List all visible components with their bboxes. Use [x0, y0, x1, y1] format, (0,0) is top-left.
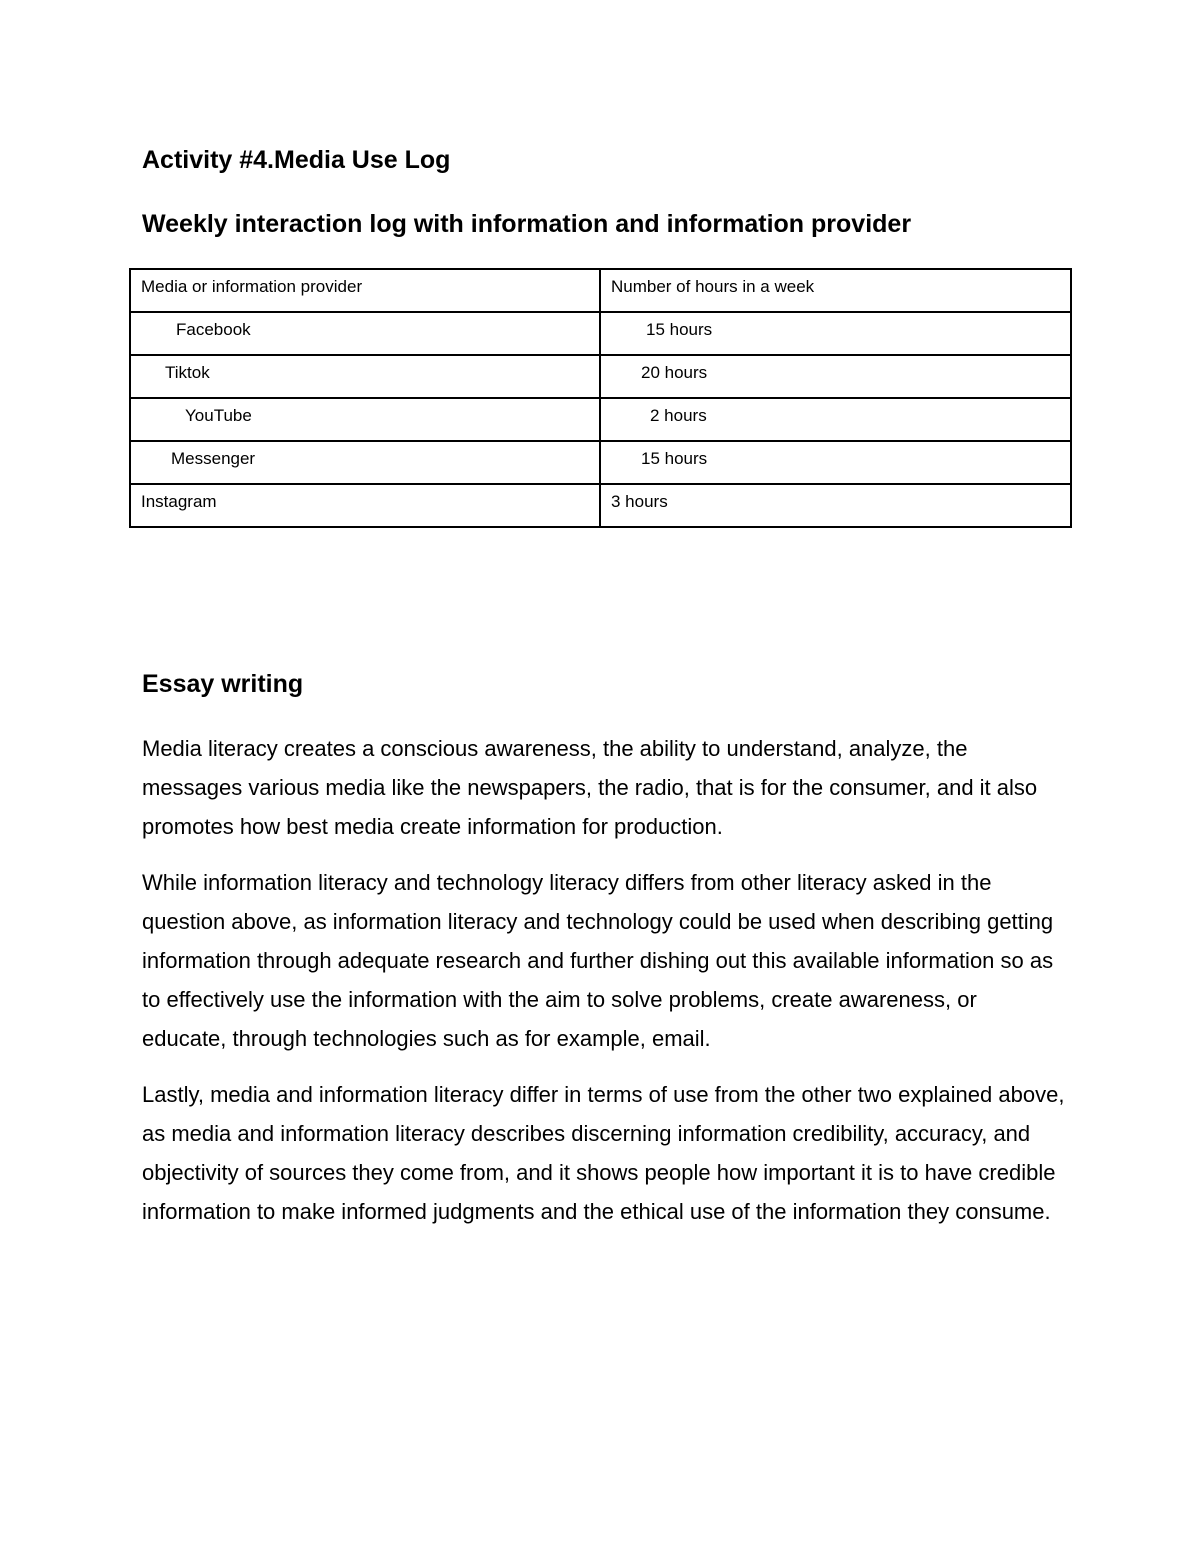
table-row [130, 312, 1071, 355]
page-title: Activity #4.Media Use Log [142, 146, 451, 174]
hours-value: 20 hours [641, 363, 708, 382]
provider-name: Facebook [176, 320, 251, 339]
page-subtitle: Weekly interaction log with information and information provider [142, 210, 912, 238]
header-hours: Number of hours in a week [600, 269, 1071, 312]
provider-cell [130, 312, 600, 355]
provider-name: Tiktok [165, 363, 210, 382]
media-use-table [129, 268, 1072, 528]
hours-cell [600, 484, 1071, 527]
hours-value: 15 hours [641, 449, 708, 468]
essay-paragraph: While information literacy and technology literacy differs from other literacy asked in the question above, as information literacy and technology could be used when describing getting information through adequate research and further dishing out this available information so as to effectively use the information with the aim to solve problems, create awareness, or educate, through technologies such as for example, email. [142, 870, 1054, 1051]
table-row [130, 484, 1071, 527]
provider-name: Instagram [141, 492, 217, 511]
table-header-row [130, 269, 1071, 312]
essay-body [142, 730, 1067, 1250]
table-row [130, 355, 1071, 398]
hours-cell [600, 355, 1071, 398]
table-row [130, 441, 1071, 484]
hours-cell [600, 398, 1071, 441]
provider-cell [130, 355, 600, 398]
essay-paragraph: Lastly, media and information literacy differ in terms of use from the other two explained above, as media and information literacy describes discerning information credibility, accuracy, and objectivity of sources they come from, and it shows people how important it is to have credible information to make informed judgments and the ethical use of the information they consume. [142, 1082, 1065, 1224]
provider-name: YouTube [185, 406, 252, 425]
hours-value: 2 hours [650, 406, 707, 425]
table-row [130, 398, 1071, 441]
hours-cell [600, 312, 1071, 355]
provider-cell [130, 441, 600, 484]
hours-cell [600, 441, 1071, 484]
provider-cell [130, 484, 600, 527]
hours-value: 3 hours [611, 492, 668, 511]
essay-heading: Essay writing [142, 670, 304, 698]
provider-cell [130, 398, 600, 441]
essay-paragraph: Media literacy creates a conscious awareness, the ability to understand, analyze, the messages various media like the newspapers, the radio, that is for the consumer, and it also promotes how best media create information for production. [142, 736, 1038, 839]
header-provider: Media or information provider [130, 269, 600, 312]
provider-name: Messenger [171, 449, 256, 468]
hours-value: 15 hours [646, 320, 713, 339]
